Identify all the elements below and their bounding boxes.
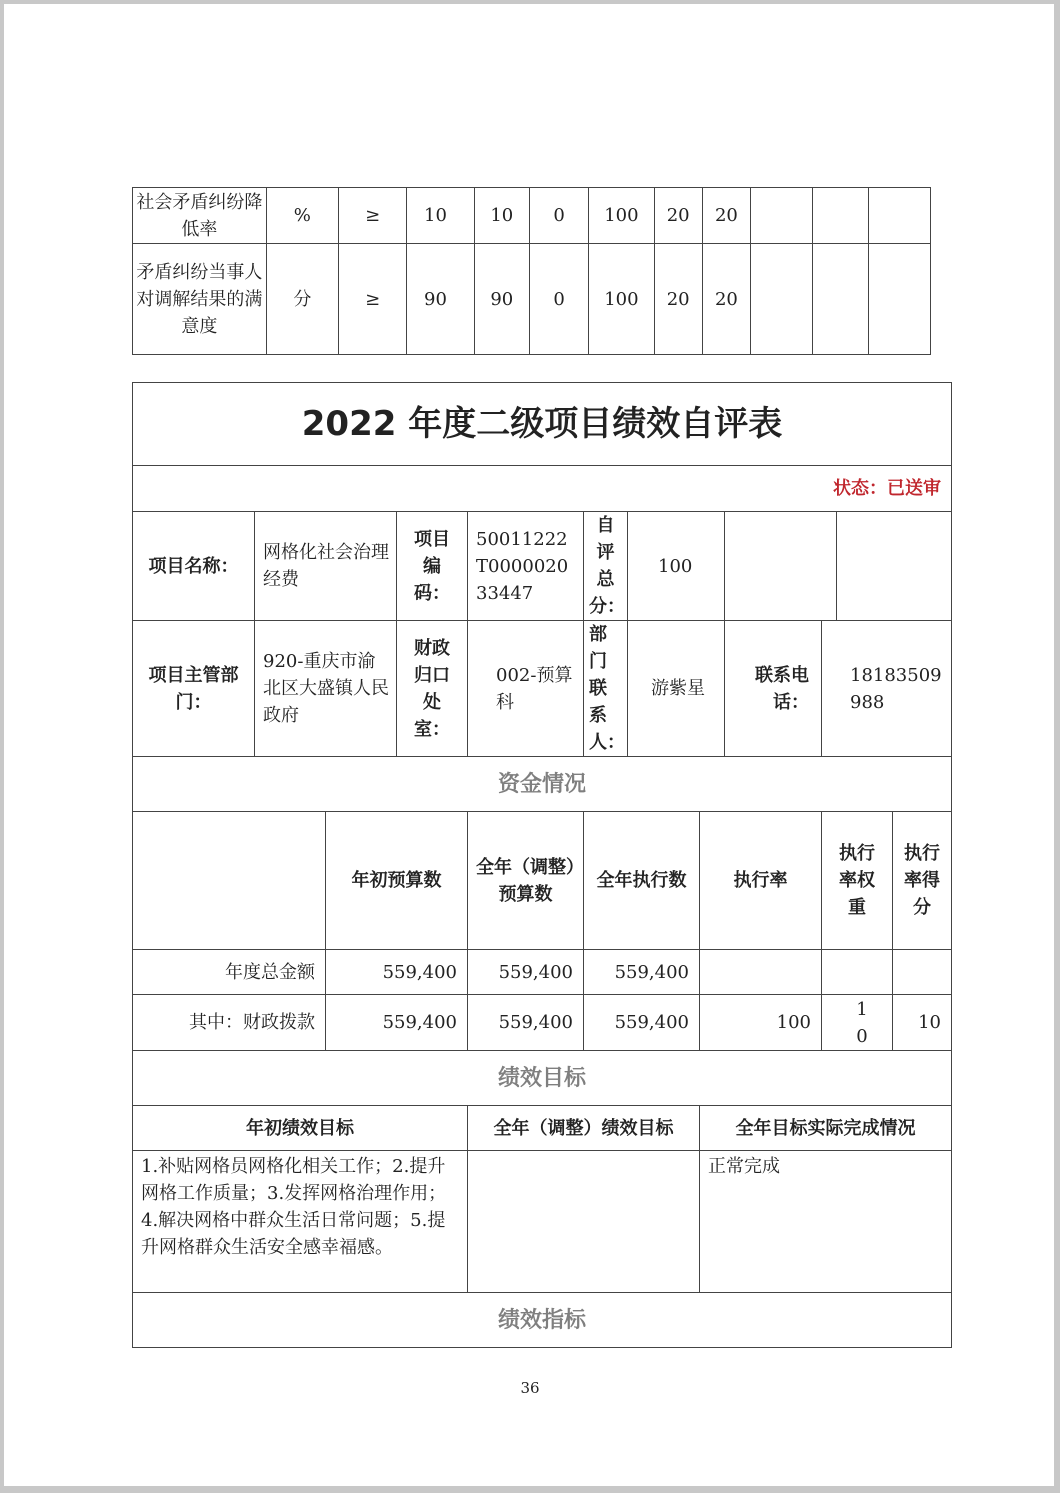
indicator-unit: %	[266, 188, 338, 244]
indicator-target: 90	[407, 244, 474, 355]
dept-value: 920-重庆市渝北区大盛镇人民政府	[255, 621, 397, 757]
phone-value: 18183509988	[822, 621, 952, 757]
header-executed: 全年执行数	[584, 812, 700, 950]
project-name-label: 项目名称：	[133, 512, 255, 621]
indicator-value: 0	[529, 244, 588, 355]
table-row	[133, 512, 952, 621]
indicator-operator: ≥	[339, 244, 407, 355]
fund-initial: 559,400	[326, 950, 468, 995]
self-evaluation-form	[132, 382, 952, 1348]
indicator-value: 10	[474, 188, 529, 244]
empty-cell	[133, 812, 326, 950]
section-indicators: 绩效指标	[133, 1293, 952, 1348]
indicator-operator: ≥	[339, 188, 407, 244]
table-row	[133, 188, 931, 244]
indicator-score: 20	[702, 244, 750, 355]
initial-goal-text: 1.补贴网格员网格化相关工作；2.提升网格工作质量；3.发挥网格治理作用；4.解决网格中群众生活日常问题；5.提升网格群众生活安全感幸福感。	[133, 1151, 468, 1293]
table-row	[133, 950, 952, 995]
fund-rate	[700, 950, 822, 995]
header-initial-budget: 年初预算数	[326, 812, 468, 950]
indicator-value: 100	[589, 188, 654, 244]
fund-adjusted: 559,400	[468, 950, 584, 995]
fund-weight: 10	[822, 995, 893, 1051]
project-code-label: 项目编码：	[397, 512, 468, 621]
empty-cell	[751, 244, 813, 355]
table-row	[133, 1106, 952, 1151]
header-initial-goal: 年初绩效目标	[133, 1106, 468, 1151]
fund-score: 10	[893, 995, 952, 1051]
status-badge: 状态：已送审	[133, 466, 952, 512]
section-funds: 资金情况	[133, 757, 952, 812]
adjusted-goal-text	[468, 1151, 700, 1293]
empty-cell	[813, 188, 868, 244]
table-row	[133, 621, 952, 757]
indicator-score: 20	[702, 188, 750, 244]
contact-label: 部门联系人：	[584, 621, 628, 757]
empty-cell	[813, 244, 868, 355]
header-exec-rate: 执行率	[700, 812, 822, 950]
section-goals: 绩效目标	[133, 1051, 952, 1106]
fund-score	[893, 950, 952, 995]
header-adjusted-goal: 全年（调整）绩效目标	[468, 1106, 700, 1151]
indicator-value: 0	[529, 188, 588, 244]
indicator-unit: 分	[266, 244, 338, 355]
fund-executed: 559,400	[584, 950, 700, 995]
form-title: 2022 年度二级项目绩效自评表	[133, 383, 952, 466]
self-score: 100	[628, 512, 725, 621]
empty-cell	[868, 244, 930, 355]
page-number: 36	[520, 1379, 540, 1397]
contact-value: 游紫星	[628, 621, 725, 757]
fund-executed: 559,400	[584, 995, 700, 1051]
indicator-weight: 20	[654, 244, 702, 355]
indicator-value: 100	[589, 244, 654, 355]
self-score-label: 自评总分：	[584, 512, 628, 621]
phone-label: 联系电话：	[725, 621, 822, 757]
header-actual-completion: 全年目标实际完成情况	[700, 1106, 952, 1151]
indicator-name: 社会矛盾纠纷降低率	[133, 188, 267, 244]
table-row	[133, 1151, 952, 1293]
header-rate-score: 执行率得分	[893, 812, 952, 950]
indicator-value: 90	[474, 244, 529, 355]
indicator-weight: 20	[654, 188, 702, 244]
indicator-continuation-table	[132, 187, 931, 355]
fund-row-label: 其中：财政拨款	[133, 995, 326, 1051]
indicator-target: 10	[407, 188, 474, 244]
table-row	[133, 244, 931, 355]
actual-completion-text: 正常完成	[700, 1151, 952, 1293]
fund-initial: 559,400	[326, 995, 468, 1051]
table-row	[133, 995, 952, 1051]
project-code: 50011222T000002033447	[468, 512, 584, 621]
indicator-name: 矛盾纠纷当事人对调解结果的满意度	[133, 244, 267, 355]
empty-cell	[837, 512, 952, 621]
table-row	[133, 812, 952, 950]
empty-cell	[725, 512, 837, 621]
header-adjusted-budget: 全年（调整）预算数	[468, 812, 584, 950]
fund-adjusted: 559,400	[468, 995, 584, 1051]
empty-cell	[751, 188, 813, 244]
fund-weight	[822, 950, 893, 995]
dept-label: 项目主管部门：	[133, 621, 255, 757]
finance-value: 002-预算科	[468, 621, 584, 757]
fund-rate: 100	[700, 995, 822, 1051]
project-name: 网格化社会治理经费	[255, 512, 397, 621]
finance-label: 财政归口处室：	[397, 621, 468, 757]
header-rate-weight: 执行率权重	[822, 812, 893, 950]
fund-row-label: 年度总金额	[133, 950, 326, 995]
empty-cell	[868, 188, 930, 244]
